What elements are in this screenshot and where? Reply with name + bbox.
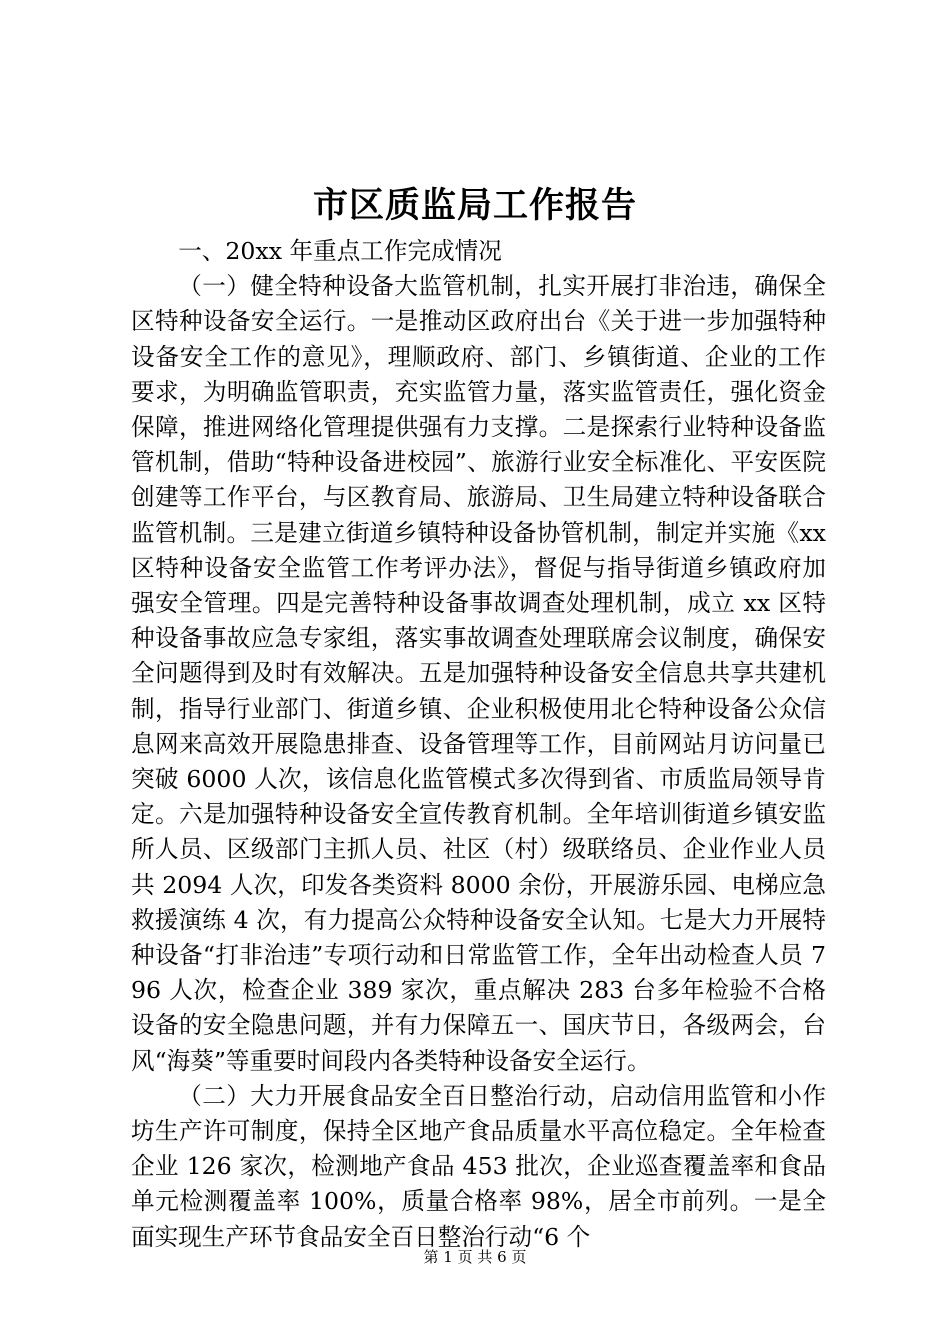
document-body	[131, 234, 826, 1255]
section-heading: 一、20xx 年重点工作完成情况	[178, 237, 502, 265]
page-footer: 第 1 页 共 6 页	[423, 1248, 527, 1266]
paragraph-1: （一）健全特种设备大监管机制，扎实开展打非治违，确保全区特种设备安全运行。一是推动区政府出台《关于进一步加强特种设备安全工作的意见》，理顺政府、部门、乡镇街道、企业的工作要求，为明确监管职责，充实监管力量，落实监管责任，强化资金保障，推进网络化管理提供强有力支撑。二是探索行业特种设备监管机制，借助“特种设备进校园”、旅游行业安全标准化、平安医院创建等工作平台，与区教育局、旅游局、卫生局建立特种设备联合监管机制。三是建立街道乡镇特种设备协管机制，制定并实施《xx 区特种设备安全监管工作考评办法》，督促与指导街道乡镇政府加强安全管理。四是完善特种设备事故调查处理机制，成立 xx 区特种设备事故应急专家组，落实事故调查处理联席会议制度，确保安全问题得到及时有效解决。五是加强特种设备安全信息共享共建机制，指导行业部门、街道乡镇、企业积极使用北仑特种设备公众信息网来高效开展隐患排查、设备管理等工作，目前网站月访问量已突破 6000 人次，该信息化监管模式多次得到省、市质监局领导肯定。六是加强特种设备安全宣传教育机制。全年培训街道乡镇安监所人员、区级部门主抓人员、社区（村）级联络员、企业作业人员共 2094 人次，印发各类资料 8000 余份，开展游乐园、电梯应急救援演练 4 次，有力提高公众特种设备安全认知。七是大力开展特种设备“打非治违”专项行动和日常监管工作，全年出动检查人员 796 人次，检查企业 389 家次，重点解决 283 台多年检验不合格设备的安全隐患问题，并有力保障五一、国庆节日，各级两会，台风“海葵”等重要时间段内各类特种设备安全运行。	[131, 272, 826, 1075]
paragraph-2: （二）大力开展食品安全百日整治行动，启动信用监管和小作坊生产许可制度，保持全区地产食品质量水平高位稳定。全年检查企业 126 家次，检测地产食品 453 批次，企业巡查覆盖率和食品单元检测覆盖率 100%，质量合格率 98%，居全市前列。一是全面实现生产环节食品安全百日整治行动“6 个	[131, 1081, 826, 1251]
document-title: 市区质监局工作报告	[312, 185, 637, 226]
